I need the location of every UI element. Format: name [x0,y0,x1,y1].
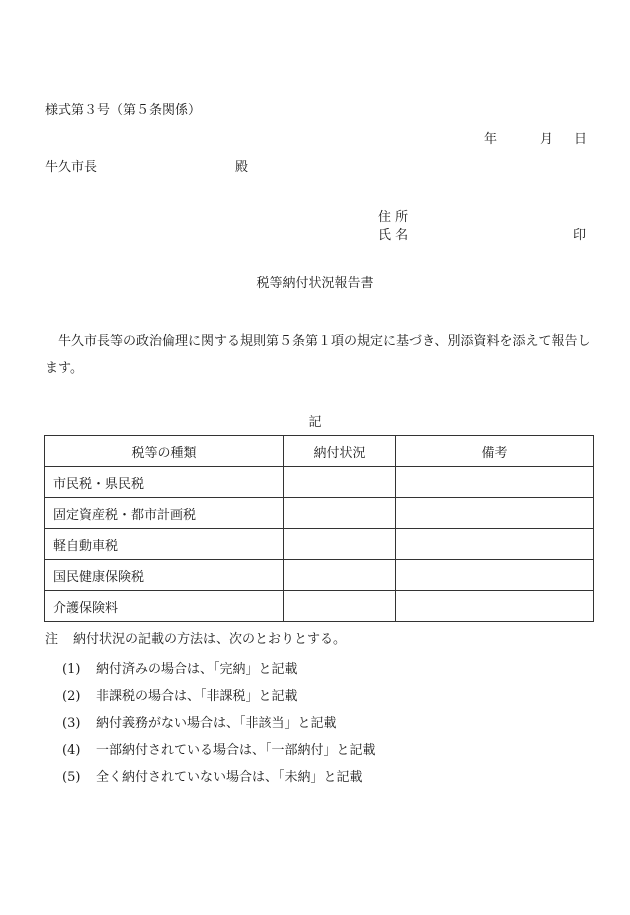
table-row [45,560,594,591]
payment-status-cell[interactable] [284,498,396,529]
note-item-text: 全く納付されていない場合は、「未納」と記載 [96,770,363,785]
note-item-number: (2) [62,689,81,704]
column-header-remarks: 備考 [396,436,594,467]
note-item-text: 非課税の場合は、「非課税」と記載 [96,689,298,704]
ki-marker: 記 [308,415,322,430]
recipient-honorific: 殿 [235,160,249,175]
note-item [62,716,337,732]
date-day-label: 日 [574,132,588,147]
body-paragraph: 牛久市長等の政治倫理に関する規則第５条第１項の規定に基づき、別添資料を添えて報告します。 [45,334,591,376]
date-line [484,132,587,148]
table-header-row [45,436,594,467]
note-item-text: 納付義務がない場合は、「非該当」と記載 [96,716,337,731]
payment-status-cell[interactable] [284,591,396,622]
note-item-text: 一部納付されている場合は、「一部納付」と記載 [96,743,376,758]
remarks-cell[interactable] [396,591,594,622]
table-row [45,591,594,622]
remarks-cell[interactable] [396,529,594,560]
note-item-number: (3) [62,716,81,731]
note-item [62,743,376,759]
remarks-cell[interactable] [396,467,594,498]
note-item-number: (4) [62,743,81,758]
column-header-payment-status: 納付状況 [284,436,396,467]
name-label: 氏 名 [378,228,409,243]
tax-type-cell: 国民健康保険税 [45,560,284,591]
payment-status-cell[interactable] [284,529,396,560]
column-header-tax-type: 税等の種類 [45,436,284,467]
note-item-number: (5) [62,770,81,785]
table-row [45,498,594,529]
note-item [62,662,298,678]
form-number: 様式第３号（第５条関係） [45,103,202,118]
note-item-number: (1) [62,662,81,677]
table-row [45,467,594,498]
recipient-line [45,160,249,176]
table-row [45,529,594,560]
tax-status-table [44,435,594,622]
remarks-cell[interactable] [396,498,594,529]
seal-mark: 印 [573,228,587,243]
note-label: 注 [45,632,59,647]
note-item-text: 納付済みの場合は、「完納」と記載 [96,662,298,677]
tax-type-cell: 固定資産税・都市計画税 [45,498,284,529]
recipient-name: 牛久市長 [45,160,98,175]
tax-type-cell: 軽自動車税 [45,529,284,560]
date-month-label: 月 [540,132,554,147]
note-item [62,770,363,786]
note-heading [45,632,346,648]
tax-type-cell: 市民税・県民税 [45,467,284,498]
tax-type-cell: 介護保険料 [45,591,284,622]
address-label: 住 所 [378,210,409,225]
payment-status-cell[interactable] [284,560,396,591]
remarks-cell[interactable] [396,560,594,591]
note-item [62,689,298,705]
document-title: 税等納付状況報告書 [256,276,374,291]
date-year-label: 年 [484,132,498,147]
payment-status-cell[interactable] [284,467,396,498]
note-text: 納付状況の記載の方法は、次のとおりとする。 [73,632,347,647]
